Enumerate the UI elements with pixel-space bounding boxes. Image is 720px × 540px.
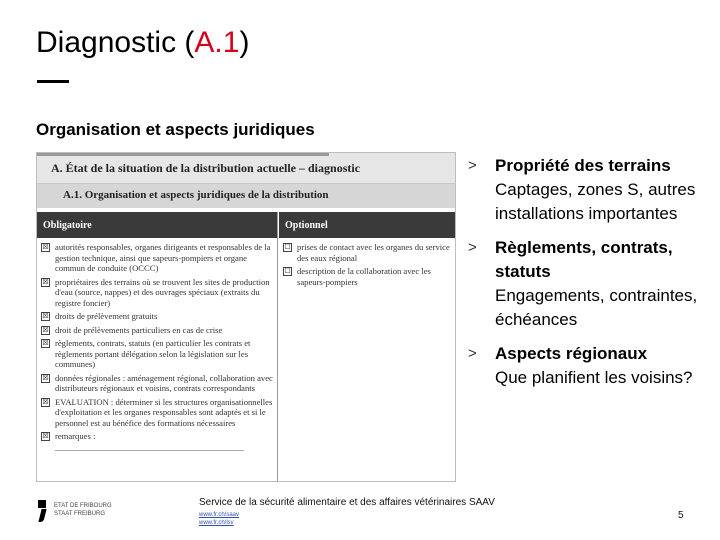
checkbox-icon: ☒ bbox=[42, 339, 49, 347]
checklist-item-text: règlements, contrats, statuts (en particulier les contrats et règlements portant délégation selon la législation sur les communes) bbox=[55, 338, 251, 369]
fribourg-logo-icon bbox=[38, 500, 46, 522]
doc-checklist-table bbox=[37, 212, 455, 482]
checklist-item bbox=[41, 242, 273, 274]
checklist-item bbox=[41, 431, 273, 452]
checklist-item bbox=[41, 277, 273, 309]
column-divider bbox=[277, 212, 278, 482]
checklist-item bbox=[41, 373, 273, 394]
checklist-item bbox=[41, 311, 273, 322]
checklist-item-text: données régionales : aménagement régional, collaboration avec distributeurs régionaux et voisins, contrats correspondants bbox=[55, 372, 273, 393]
chevron-right-icon: > bbox=[468, 239, 477, 256]
bullet-heading: Règlements, contrats, statuts bbox=[495, 238, 673, 281]
title-prefix: Diagnostic ( bbox=[36, 26, 195, 59]
bullet-detail: Captages, zones S, autres installations importantes bbox=[495, 180, 696, 223]
checklist-item-text: description de la collaboration avec les sapeurs-pompiers bbox=[297, 266, 431, 287]
slide-subtitle: Organisation et aspects juridiques bbox=[36, 120, 315, 139]
checkbox-icon: ☒ bbox=[42, 397, 49, 406]
footer-link-saav[interactable]: www.fr.ch/saav bbox=[199, 512, 240, 518]
bullet-list bbox=[468, 154, 714, 400]
checkbox-icon: ☒ bbox=[42, 312, 49, 320]
title-suffix: ) bbox=[239, 26, 250, 59]
checklist-item-text: droits de prélèvement gratuits bbox=[55, 311, 158, 321]
checklist-item bbox=[41, 325, 273, 336]
bullet-detail: Engagements, contraintes, échéances bbox=[495, 286, 698, 329]
checkbox-icon: ☐ bbox=[284, 243, 291, 251]
checklist-item bbox=[283, 242, 451, 263]
col-header-mandatory bbox=[37, 212, 277, 238]
footer-organization bbox=[54, 502, 112, 518]
bullet-heading: Propriété des terrains bbox=[495, 156, 671, 175]
document-excerpt bbox=[36, 152, 456, 482]
col-header-optional bbox=[279, 212, 455, 238]
org-line-2: STAAT FREIBURG bbox=[54, 511, 106, 517]
title-underline bbox=[37, 80, 69, 83]
checkbox-icon: ☐ bbox=[284, 267, 291, 275]
checkbox-icon: ☒ bbox=[42, 432, 49, 440]
checkbox-icon: ☒ bbox=[42, 325, 49, 334]
bullet-item bbox=[468, 154, 714, 226]
checklist-item-text: remarques : ____________________________________________ bbox=[55, 431, 245, 452]
footer-service-name: Service de la sécurité alimentaire et des affaires vétérinaires SAAV bbox=[199, 497, 495, 508]
doc-section-title: A. État de la situation de la distribution actuelle – diagnostic bbox=[51, 161, 361, 175]
title-accent: A.1 bbox=[194, 26, 240, 59]
bullet-detail: Que planifient les voisins? bbox=[495, 368, 693, 387]
col-optional-label: Optionnel bbox=[285, 220, 328, 231]
footer-link-lsv[interactable]: www.fr.ch/lsv bbox=[199, 520, 234, 526]
bullet-item bbox=[468, 342, 714, 390]
checkbox-icon: ☒ bbox=[42, 243, 49, 251]
checkbox-icon: ☒ bbox=[42, 373, 49, 382]
org-line-1: ETAT DE FRIBOURG bbox=[54, 503, 112, 509]
col-mandatory-label: Obligatoire bbox=[43, 220, 92, 231]
bullet-item bbox=[468, 236, 714, 332]
checklist-item-text: prises de contact avec les organes du service des eaux régional bbox=[297, 242, 450, 263]
slide-title bbox=[36, 24, 249, 62]
doc-section-band bbox=[37, 153, 455, 184]
optional-items bbox=[283, 242, 451, 290]
checklist-item bbox=[41, 397, 273, 429]
doc-subsection-band bbox=[37, 184, 455, 208]
chevron-right-icon: > bbox=[468, 345, 477, 362]
doc-top-rule bbox=[37, 153, 329, 156]
checklist-item-text: autorités responsables, organes dirigeants et responsables de la gestion technique, ainsi que sapeurs-pompiers et organe commun de conduite (OCCC) bbox=[55, 242, 271, 273]
checklist-item-text: EVALUATION : déterminer si les structures organisationnelles d'exploitation et les organes responsables sont adaptés et si le personnel est au bénéfice des formations nécessaires bbox=[55, 396, 273, 428]
chevron-right-icon: > bbox=[468, 157, 477, 174]
checklist-item-text: propriétaires des terrains où se trouvent les sites de production d'eau (source, nappes) et des ouvrages spéciaux (extraits du registre foncier) bbox=[55, 276, 270, 308]
doc-subsection-title: A.1. Organisation et aspects juridiques de la distribution bbox=[63, 189, 329, 201]
bullet-heading: Aspects régionaux bbox=[495, 344, 648, 363]
checkbox-icon: ☒ bbox=[42, 277, 49, 286]
page-number: 5 bbox=[678, 510, 684, 521]
checklist-item bbox=[283, 266, 451, 287]
checklist-item-text: droit de prélèvements particuliers en cas de crise bbox=[55, 324, 223, 335]
checklist-item bbox=[41, 338, 273, 370]
mandatory-items bbox=[41, 242, 273, 455]
